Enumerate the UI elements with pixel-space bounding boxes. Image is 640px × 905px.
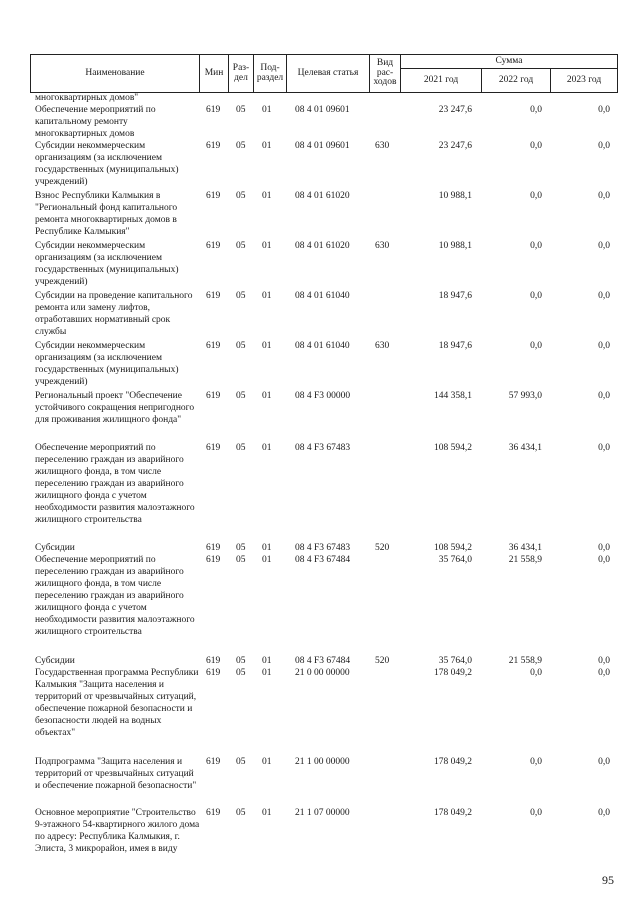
row-name: Обеспечение мероприятий по переселению граждан из аварийного жилищного фонда, в том числе переселению граждан из аварийного жилищного фонда с учетом необходимости развития малоэтажного жилищного строительства (35, 443, 195, 525)
row-2021: 23 247,6 (438, 105, 472, 115)
row-2023: 0,0 (598, 808, 610, 818)
row-name: Субсидии некоммерческим организациям (за исключением государственных (муниципальных) учреждений) (35, 141, 179, 187)
row-podrazdel: 01 (262, 241, 272, 251)
row-name: Региональный проект "Обеспечение устойчивого сокращения непригодного для проживания жилищного фонда" (35, 391, 195, 425)
row-cs: 08 4 F3 67483 (295, 543, 351, 553)
row-2022: 0,0 (530, 668, 542, 678)
row-2022: 21 558,9 (508, 555, 542, 565)
row-name: Обеспечение мероприятий по переселению граждан из аварийного жилищного фонда, в том числе переселению граждан из аварийного жилищного фонда с учетом необходимости развития малоэтажного жилищного строительства (35, 555, 195, 637)
row-razdel: 05 (236, 141, 246, 151)
row-2023: 0,0 (598, 105, 610, 115)
row-2023: 0,0 (598, 555, 610, 565)
row-2021: 10 988,1 (438, 241, 472, 251)
table-header (30, 54, 618, 93)
row-2021: 18 947,6 (438, 291, 472, 301)
row-cs: 08 4 F3 00000 (295, 391, 351, 401)
header-min: Мин (200, 55, 229, 93)
row-2022: 21 558,9 (508, 656, 542, 666)
row-min: 619 (206, 808, 221, 818)
row-min: 619 (206, 191, 221, 201)
row-2023: 0,0 (598, 443, 610, 453)
row-podrazdel: 01 (262, 808, 272, 818)
row-2023: 0,0 (598, 543, 610, 553)
row-name: Обеспечение мероприятий по капитальному ремонту многоквартирных домов (35, 105, 156, 139)
row-2022: 0,0 (530, 808, 542, 818)
row-name: Государственная программа Республики Калмыкия "Защита населения и территорий от чрезвычайных ситуаций, обеспечение пожарной безопасности и безопасности людей на водных объектах" (35, 668, 199, 738)
row-vid: 630 (375, 341, 390, 351)
row-podrazdel: 01 (262, 191, 272, 201)
header-year-2021: 2021 год (401, 69, 482, 93)
row-min: 619 (206, 341, 221, 351)
row-2022: 0,0 (530, 105, 542, 115)
row-razdel: 05 (236, 191, 246, 201)
row-podrazdel: 01 (262, 341, 272, 351)
header-cs: Целевая статья (287, 55, 370, 93)
row-2022: 0,0 (530, 291, 542, 301)
row-razdel: 05 (236, 668, 246, 678)
row-min: 619 (206, 757, 221, 767)
row-razdel: 05 (236, 808, 246, 818)
row-min: 619 (206, 555, 221, 565)
row-vid: 520 (375, 656, 390, 666)
row-2022: 36 434,1 (508, 543, 542, 553)
row-name: Субсидии некоммерческим организациям (за исключением государственных (муниципальных) учреждений) (35, 241, 179, 287)
row-vid: 630 (375, 141, 390, 151)
row-2023: 0,0 (598, 341, 610, 351)
row-cs: 21 1 07 00000 (295, 808, 350, 818)
row-cs: 08 4 01 61020 (295, 241, 350, 251)
row-cs: 08 4 F3 67483 (295, 443, 351, 453)
row-podrazdel: 01 (262, 543, 272, 553)
row-cs: 08 4 01 09601 (295, 141, 350, 151)
row-cs: 08 4 01 61040 (295, 291, 350, 301)
row-2022: 0,0 (530, 757, 542, 767)
row-2021: 108 594,2 (434, 443, 472, 453)
row-2021: 108 594,2 (434, 543, 472, 553)
row-2021: 10 988,1 (438, 191, 472, 201)
row-razdel: 05 (236, 555, 246, 565)
row-name: Подпрограмма "Защита населения и территорий от чрезвычайных ситуаций и обеспечение пожарной безопасности" (35, 757, 197, 791)
header-name: Наименование (31, 55, 200, 93)
header-podrazdel: Под-раздел (254, 55, 287, 93)
row-name: многоквартирных домов" (35, 93, 139, 103)
row-razdel: 05 (236, 656, 246, 666)
row-2023: 0,0 (598, 291, 610, 301)
row-2021: 178 049,2 (434, 757, 472, 767)
row-2022: 0,0 (530, 241, 542, 251)
row-2022: 0,0 (530, 191, 542, 201)
row-razdel: 05 (236, 443, 246, 453)
row-min: 619 (206, 443, 221, 453)
row-min: 619 (206, 241, 221, 251)
row-2023: 0,0 (598, 391, 610, 401)
row-cs: 08 4 F3 67484 (295, 656, 351, 666)
row-2022: 0,0 (530, 341, 542, 351)
row-cs: 21 0 00 00000 (295, 668, 350, 678)
row-2023: 0,0 (598, 141, 610, 151)
row-min: 619 (206, 141, 221, 151)
header-summa: Сумма (401, 55, 618, 69)
row-2022: 36 434,1 (508, 443, 542, 453)
row-podrazdel: 01 (262, 668, 272, 678)
row-2021: 18 947,6 (438, 341, 472, 351)
row-razdel: 05 (236, 543, 246, 553)
row-podrazdel: 01 (262, 391, 272, 401)
header-year-2022: 2022 год (482, 69, 551, 93)
row-podrazdel: 01 (262, 443, 272, 453)
row-2023: 0,0 (598, 241, 610, 251)
row-min: 619 (206, 543, 221, 553)
row-name: Основное мероприятие "Строительство 9-этажного 54-квартирного жилого дома по адресу: Республика Калмыкия, г. Элиста, 3 микрорайон, имея в виду (35, 808, 200, 854)
row-razdel: 05 (236, 757, 246, 767)
page-number: 95 (602, 873, 614, 887)
row-cs: 08 4 F3 67484 (295, 555, 351, 565)
row-razdel: 05 (236, 341, 246, 351)
header-year-2023: 2023 год (551, 69, 618, 93)
row-cs: 21 1 00 00000 (295, 757, 350, 767)
row-name: Субсидии на проведение капитального ремонта или замену лифтов, отработавших нормативный срок службы (35, 291, 193, 337)
row-2021: 23 247,6 (438, 141, 472, 151)
row-razdel: 05 (236, 105, 246, 115)
row-2021: 144 358,1 (434, 391, 472, 401)
row-min: 619 (206, 105, 221, 115)
row-razdel: 05 (236, 391, 246, 401)
row-min: 619 (206, 656, 221, 666)
row-razdel: 05 (236, 241, 246, 251)
row-2023: 0,0 (598, 757, 610, 767)
row-min: 619 (206, 668, 221, 678)
row-name: Субсидии некоммерческим организациям (за исключением государственных (муниципальных) учреждений) (35, 341, 179, 387)
header-razdel: Раз-дел (229, 55, 254, 93)
row-podrazdel: 01 (262, 656, 272, 666)
row-2021: 35 764,0 (438, 555, 472, 565)
row-cs: 08 4 01 61020 (295, 191, 350, 201)
row-2023: 0,0 (598, 668, 610, 678)
row-name: Взнос Республики Калмыкия в "Региональный фонд капитального ремонта многоквартирных домов в Республике Калмыкия" (35, 191, 178, 237)
row-podrazdel: 01 (262, 141, 272, 151)
row-2021: 178 049,2 (434, 668, 472, 678)
row-podrazdel: 01 (262, 291, 272, 301)
row-vid: 520 (375, 543, 390, 553)
row-2021: 35 764,0 (438, 656, 472, 666)
row-name: Субсидии (35, 656, 75, 666)
row-cs: 08 4 01 61040 (295, 341, 350, 351)
row-2023: 0,0 (598, 656, 610, 666)
row-2022: 57 993,0 (508, 391, 542, 401)
row-2023: 0,0 (598, 191, 610, 201)
row-vid: 630 (375, 241, 390, 251)
row-min: 619 (206, 391, 221, 401)
row-podrazdel: 01 (262, 105, 272, 115)
row-razdel: 05 (236, 291, 246, 301)
row-2021: 178 049,2 (434, 808, 472, 818)
row-podrazdel: 01 (262, 555, 272, 565)
row-cs: 08 4 01 09601 (295, 105, 350, 115)
header-vid: Вид рас-ходов (370, 55, 401, 93)
row-min: 619 (206, 291, 221, 301)
row-2022: 0,0 (530, 141, 542, 151)
row-name: Субсидии (35, 543, 75, 553)
row-podrazdel: 01 (262, 757, 272, 767)
